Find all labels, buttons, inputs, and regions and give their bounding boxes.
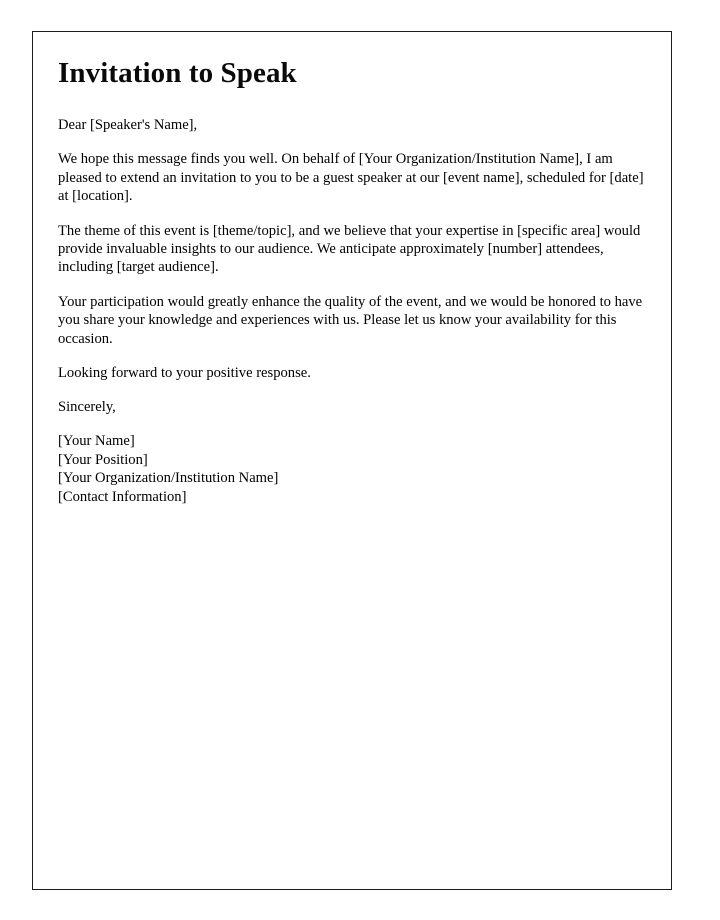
body-paragraph-2: The theme of this event is [theme/topic], and we believe that your expertise in [specific area] would provide invaluable insights to our audience. We anticipate approximately [number] attendees, including [target audience]. — [58, 222, 641, 276]
body-paragraph-1: We hope this message finds you well. On behalf of [Your Organization/Institution Name], I am pleased to extend an invitation to you to be a guest speaker at our [event name], scheduled for [date] at [location]. — [58, 151, 644, 205]
signoff-line: Sincerely, — [58, 399, 116, 416]
signature-line-contact: [Contact Information] — [58, 488, 187, 505]
signature-block — [58, 432, 645, 506]
closing-line: Looking forward to your positive response. — [58, 365, 311, 381]
signature-line-name: [Your Name] — [58, 433, 135, 450]
signature-line-organization: [Your Organization/Institution Name] — [58, 470, 279, 487]
letter-content — [58, 57, 645, 506]
salutation-line: Dear [Speaker's Name], — [58, 117, 198, 134]
signature-line-position: [Your Position] — [58, 451, 148, 468]
page-title: Invitation to Speak — [58, 57, 297, 89]
body-paragraph-3: Your participation would greatly enhance the quality of the event, and we would be honored to have you share your knowledge and experiences with us. Please let us know your availability for this occasion. — [58, 293, 643, 347]
document-page — [32, 31, 672, 890]
